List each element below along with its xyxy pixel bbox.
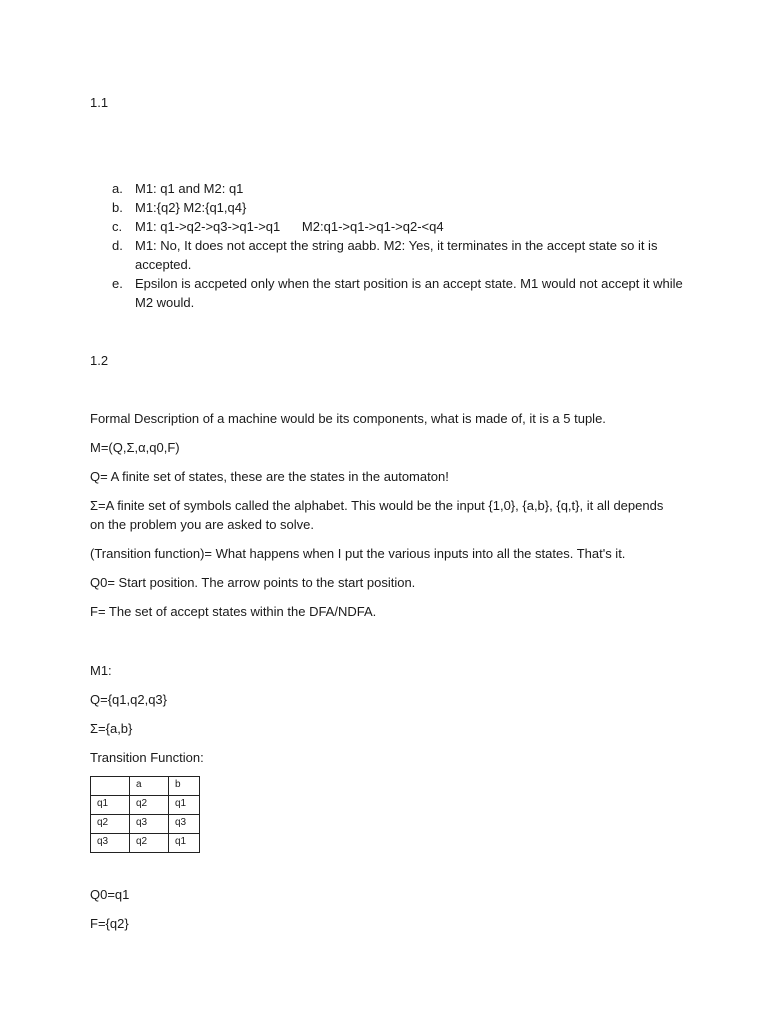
- table-cell: a: [130, 777, 169, 796]
- list-item-text: M1: No, It does not accept the string aabb. M2: Yes, it terminates in the accept state so it is accepted.: [135, 238, 658, 272]
- table-header-row: [91, 777, 200, 796]
- list-marker: a.: [112, 181, 123, 196]
- list-marker: c.: [112, 219, 123, 234]
- list-marker: d.: [112, 238, 123, 253]
- paragraph: Σ=A finite set of symbols called the alphabet. This would be the input {1,0}, {a,b}, {q,t}, it all depends on the problem you are asked to solve.: [90, 498, 664, 532]
- paragraph: (Transition function)= What happens when I put the various inputs into all the states. That's it.: [90, 546, 626, 561]
- list-item-text: Epsilon is accpeted only when the start position is an accept state. M1 would not accept it while M2 would.: [135, 276, 683, 310]
- paragraph: Formal Description of a machine would be its components, what is made of, it is a 5 tuple.: [90, 411, 606, 426]
- table-cell: q1: [91, 796, 130, 815]
- table-cell: q2: [91, 815, 130, 834]
- transition-table: [90, 776, 200, 853]
- table-cell: q2: [130, 834, 169, 853]
- list-marker: b.: [112, 200, 123, 215]
- list-item-text: M1: q1->q2->q3->q1->q1 M2:q1->q1->q1->q2-<q4: [135, 219, 444, 234]
- table-cell: q2: [130, 796, 169, 815]
- table-cell: [91, 777, 130, 796]
- transition-function-label: Transition Function:: [90, 750, 204, 765]
- paragraph: Q0= Start position. The arrow points to the start position.: [90, 575, 416, 590]
- table-row: [91, 815, 200, 834]
- table-cell: q1: [169, 796, 200, 815]
- paragraph: F= The set of accept states within the DFA/NDFA.: [90, 604, 377, 619]
- table-row: [91, 834, 200, 853]
- m1-accept-states: F={q2}: [90, 916, 129, 931]
- table-cell: q1: [169, 834, 200, 853]
- section-heading-1-1: 1.1: [90, 95, 109, 110]
- m1-start-state: Q0=q1: [90, 887, 130, 902]
- list-item-text: M1:{q2} M2:{q1,q4}: [135, 200, 247, 215]
- section-heading-1-2: 1.2: [90, 353, 109, 368]
- table-cell: b: [169, 777, 200, 796]
- table-row: [91, 796, 200, 815]
- table-cell: q3: [130, 815, 169, 834]
- paragraph: M=(Q,Σ,α,q0,F): [90, 440, 180, 455]
- table-cell: q3: [169, 815, 200, 834]
- list-item-text: M1: q1 and M2: q1: [135, 181, 244, 196]
- m1-states: Q={q1,q2,q3}: [90, 692, 167, 707]
- paragraph: Q= A finite set of states, these are the states in the automaton!: [90, 469, 449, 484]
- m1-alphabet: Σ={a,b}: [90, 721, 133, 736]
- table-cell: q3: [91, 834, 130, 853]
- list-marker: e.: [112, 276, 123, 291]
- m1-label: M1:: [90, 663, 112, 678]
